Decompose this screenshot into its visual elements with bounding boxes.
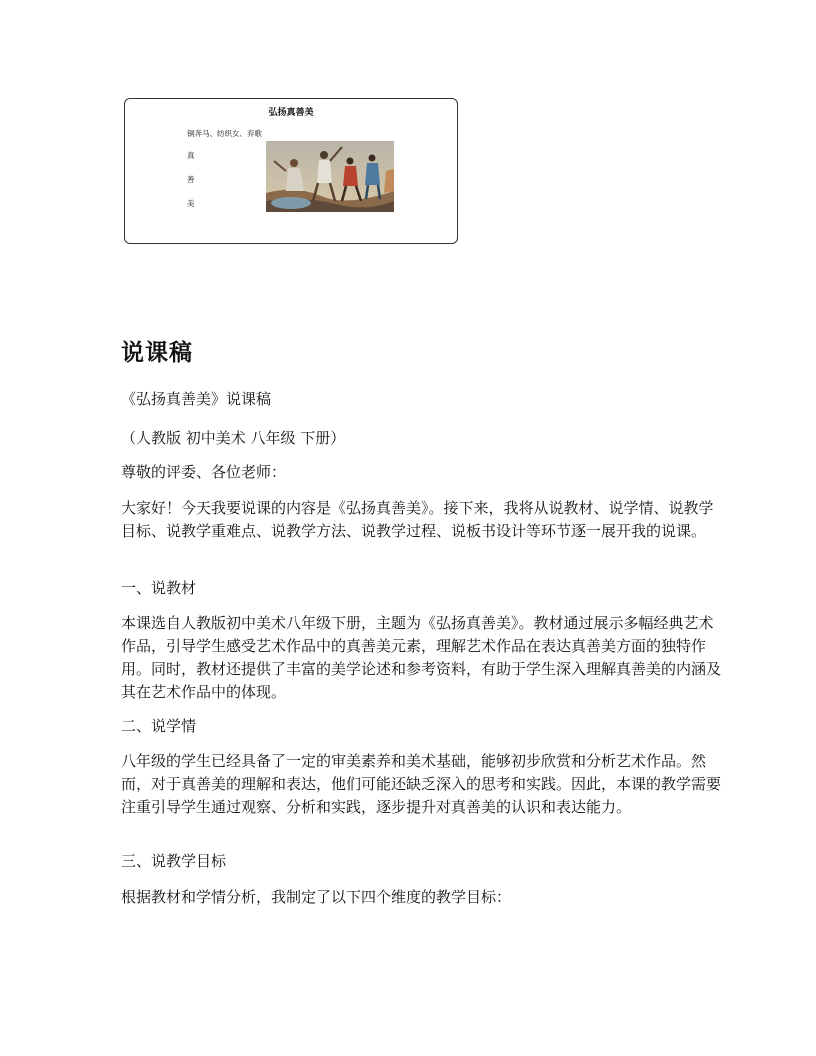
section-heading-textbook: 一、说教材 <box>121 579 197 597</box>
painting-image <box>266 141 394 212</box>
slide-char-zhen: 真 <box>187 151 195 160</box>
slide-char-shan: 善 <box>187 175 195 184</box>
section-heading-students: 二、说学情 <box>121 717 197 735</box>
section-heading-objectives: 三、说教学目标 <box>121 852 227 870</box>
doc-edition-line: （人教版 初中美术 八年级 下册） <box>121 429 346 447</box>
doc-greeting: 尊敬的评委、各位老师： <box>121 463 287 481</box>
section-body-students: 八年级的学生已经具备了一定的审美素养和美术基础，能够初步欣赏和分析艺术作品。然而，对于真善美的理解和表达，他们可能还缺乏深入的思考和实践。因此，本课的教学需要注重引导学生通过观察、分析和实践，逐步提升对真善美的认识和表达能力。 <box>121 752 722 816</box>
slide-char-mei: 美 <box>187 199 195 208</box>
section-body-objectives: 根据教材和学情分析，我制定了以下四个维度的教学目标： <box>121 888 512 906</box>
section-body-textbook: 本课选自人教版初中美术八年级下册，主题为《弘扬真善美》。教材通过展示多幅经典艺术作品，引导学生感受艺术作品中的真善美元素，理解艺术作品在表达真善美方面的独特作用。同时，教材还提供了丰富的美学论述和参考资料，有助于学生深入理解真善美的内涵及其在艺术作品中的体现。 <box>121 614 722 701</box>
slide-subtitle: 铜奔马、纺织女、弃歌 <box>187 129 262 138</box>
slide-title: 弘扬真善美 <box>268 108 314 118</box>
doc-title-line: 《弘扬真善美》说课稿 <box>121 390 272 408</box>
document-heading: 说课稿 <box>121 339 193 366</box>
doc-intro-paragraph: 大家好！今天我要说课的内容是《弘扬真善美》。接下来，我将从说教材、说学情、说教学目标、说教学重难点、说教学方法、说教学过程、说板书设计等环节逐一展开我的说课。 <box>121 499 714 540</box>
slide-thumbnail <box>124 98 458 244</box>
